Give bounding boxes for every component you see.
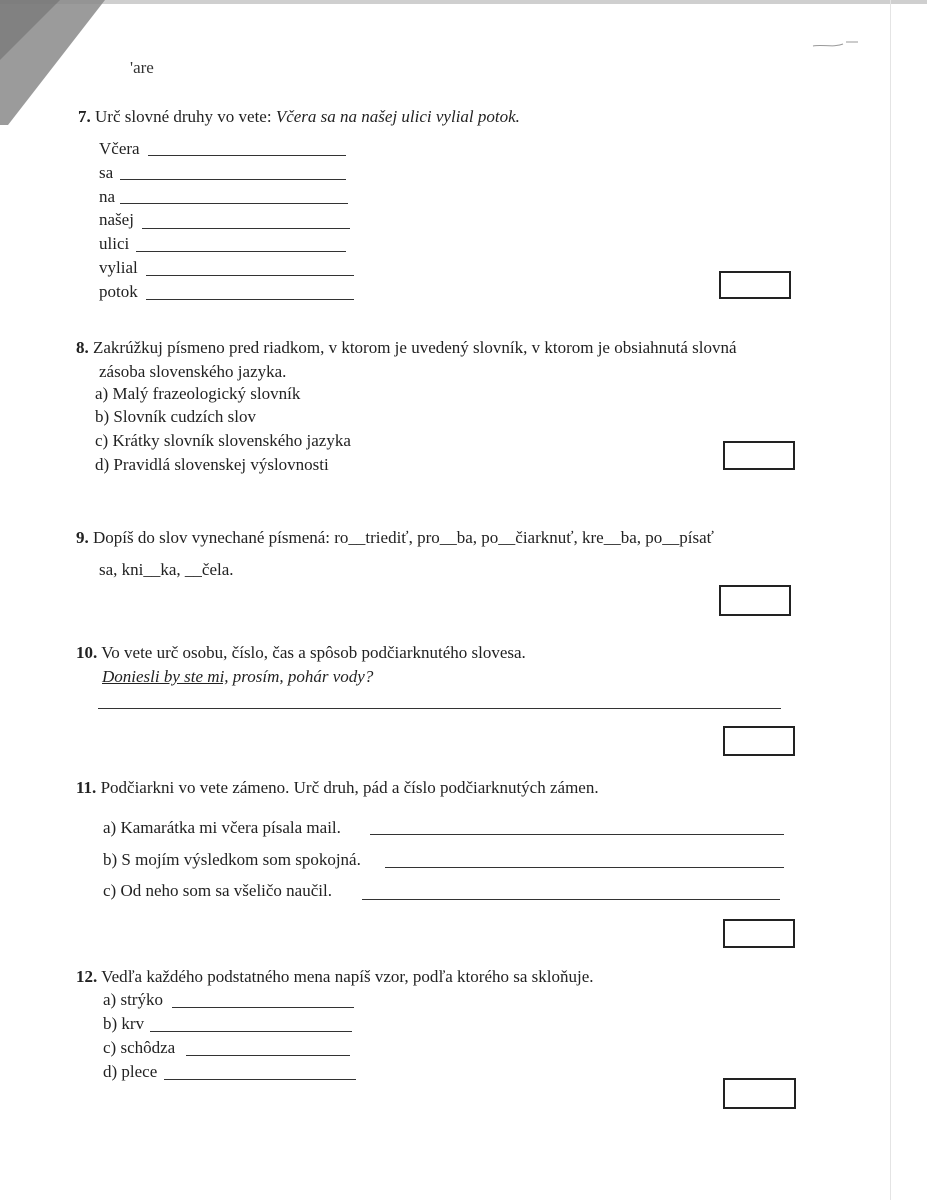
q12-answer-line-c[interactable] [186, 1055, 350, 1056]
q12-answer-line-d[interactable] [164, 1079, 356, 1080]
q10-prompt [76, 643, 526, 663]
q11-answer-line-a[interactable] [370, 834, 784, 835]
q11-item-c: c) Od neho som sa všeličo naučil. [103, 881, 332, 900]
q7-answer-line-4[interactable] [142, 228, 350, 229]
q11-item-a: a) Kamarátka mi včera písala mail. [103, 818, 341, 837]
q8-score-box[interactable] [723, 441, 795, 470]
q12-item-c: c) schôdza [103, 1038, 176, 1057]
q7-score-box[interactable] [719, 271, 791, 299]
stray-pen-mark [808, 36, 868, 66]
q7-word-3: na [99, 187, 116, 206]
q9-line-1 [76, 528, 714, 548]
q9-score-box[interactable] [719, 585, 791, 616]
q12-item-b: b) krv [103, 1014, 145, 1033]
q9-number: 9. [76, 528, 89, 547]
q10-prompt-text: Vo vete urč osobu, číslo, čas a spôsob podčiarknutého slovesa. [101, 643, 526, 662]
q7-prompt [78, 107, 520, 127]
q11-number: 11. [76, 778, 97, 797]
q9-line-2: sa, kni__ka, __čela. [99, 560, 234, 579]
q10-underlined-verb: Doniesli by ste mi, [102, 667, 229, 686]
q7-answer-line-3[interactable] [120, 203, 348, 204]
q8-prompt-line-2: zásoba slovenského jazyka. [99, 362, 287, 381]
q7-word-6: vylial [99, 258, 138, 277]
q10-number: 10. [76, 643, 98, 662]
q7-answer-line-7[interactable] [146, 299, 354, 300]
q10-answer-line[interactable] [98, 708, 781, 709]
q7-answer-line-6[interactable] [146, 275, 354, 276]
q8-option-b[interactable]: b) Slovník cudzích slov [95, 407, 257, 426]
q8-prompt-line-1 [76, 338, 737, 358]
q8-number: 8. [76, 338, 89, 357]
q12-prompt [76, 967, 594, 987]
q12-answer-line-b[interactable] [150, 1031, 352, 1032]
q11-score-box[interactable] [723, 919, 795, 948]
q8-option-a[interactable]: a) Malý frazeologický slovník [95, 384, 301, 403]
q7-word-1: Včera [99, 139, 140, 158]
q8-option-d[interactable]: d) Pravidlá slovenskej výslovnosti [95, 455, 329, 474]
q12-prompt-text: Vedľa každého podstatného mena napíš vzor, podľa ktorého sa skloňuje. [101, 967, 594, 986]
q11-prompt-text: Podčiarkni vo vete zámeno. Urč druh, pád a číslo podčiarknutých zámen. [100, 778, 599, 797]
q7-word-4: našej [99, 210, 134, 229]
q8-option-c[interactable]: c) Krátky slovník slovenského jazyka [95, 431, 351, 450]
q7-answer-line-2[interactable] [120, 179, 346, 180]
q7-number: 7. [78, 107, 91, 126]
q7-word-2: sa [99, 163, 114, 182]
q11-answer-line-c[interactable] [362, 899, 780, 900]
q10-sentence [102, 667, 373, 687]
q10-score-box[interactable] [723, 726, 795, 756]
q7-prompt-text: Urč slovné druhy vo vete: [95, 107, 276, 126]
q7-answer-line-5[interactable] [136, 251, 346, 252]
q12-score-box[interactable] [723, 1078, 796, 1109]
scan-top-edge [0, 0, 927, 4]
q7-word-7: potok [99, 282, 138, 301]
q7-answer-line-1[interactable] [148, 155, 346, 156]
q9-text-line-1: Dopíš do slov vynechané písmená: ro__triediť, pro__ba, po__čiarknuť, kre__ba, po__písať [93, 528, 714, 547]
scan-right-edge [890, 0, 891, 1200]
q8-prompt-text: Zakrúžkuj písmeno pred riadkom, v ktorom je uvedený slovník, v ktorom je obsiahnutá slovná [93, 338, 737, 357]
q11-prompt [76, 778, 599, 798]
q12-item-a: a) strýko [103, 990, 163, 1009]
q7-sentence: Včera sa na našej ulici vylial potok. [275, 107, 520, 126]
q12-item-d: d) plece [103, 1062, 158, 1081]
q11-item-b: b) S mojím výsledkom som spokojná. [103, 850, 361, 869]
q7-word-5: ulici [99, 234, 130, 253]
q11-answer-line-b[interactable] [385, 867, 784, 868]
q12-number: 12. [76, 967, 98, 986]
header-mark: 'are [130, 58, 154, 77]
q12-answer-line-a[interactable] [172, 1007, 354, 1008]
q10-sentence-rest: prosím, pohár vody? [228, 667, 374, 686]
